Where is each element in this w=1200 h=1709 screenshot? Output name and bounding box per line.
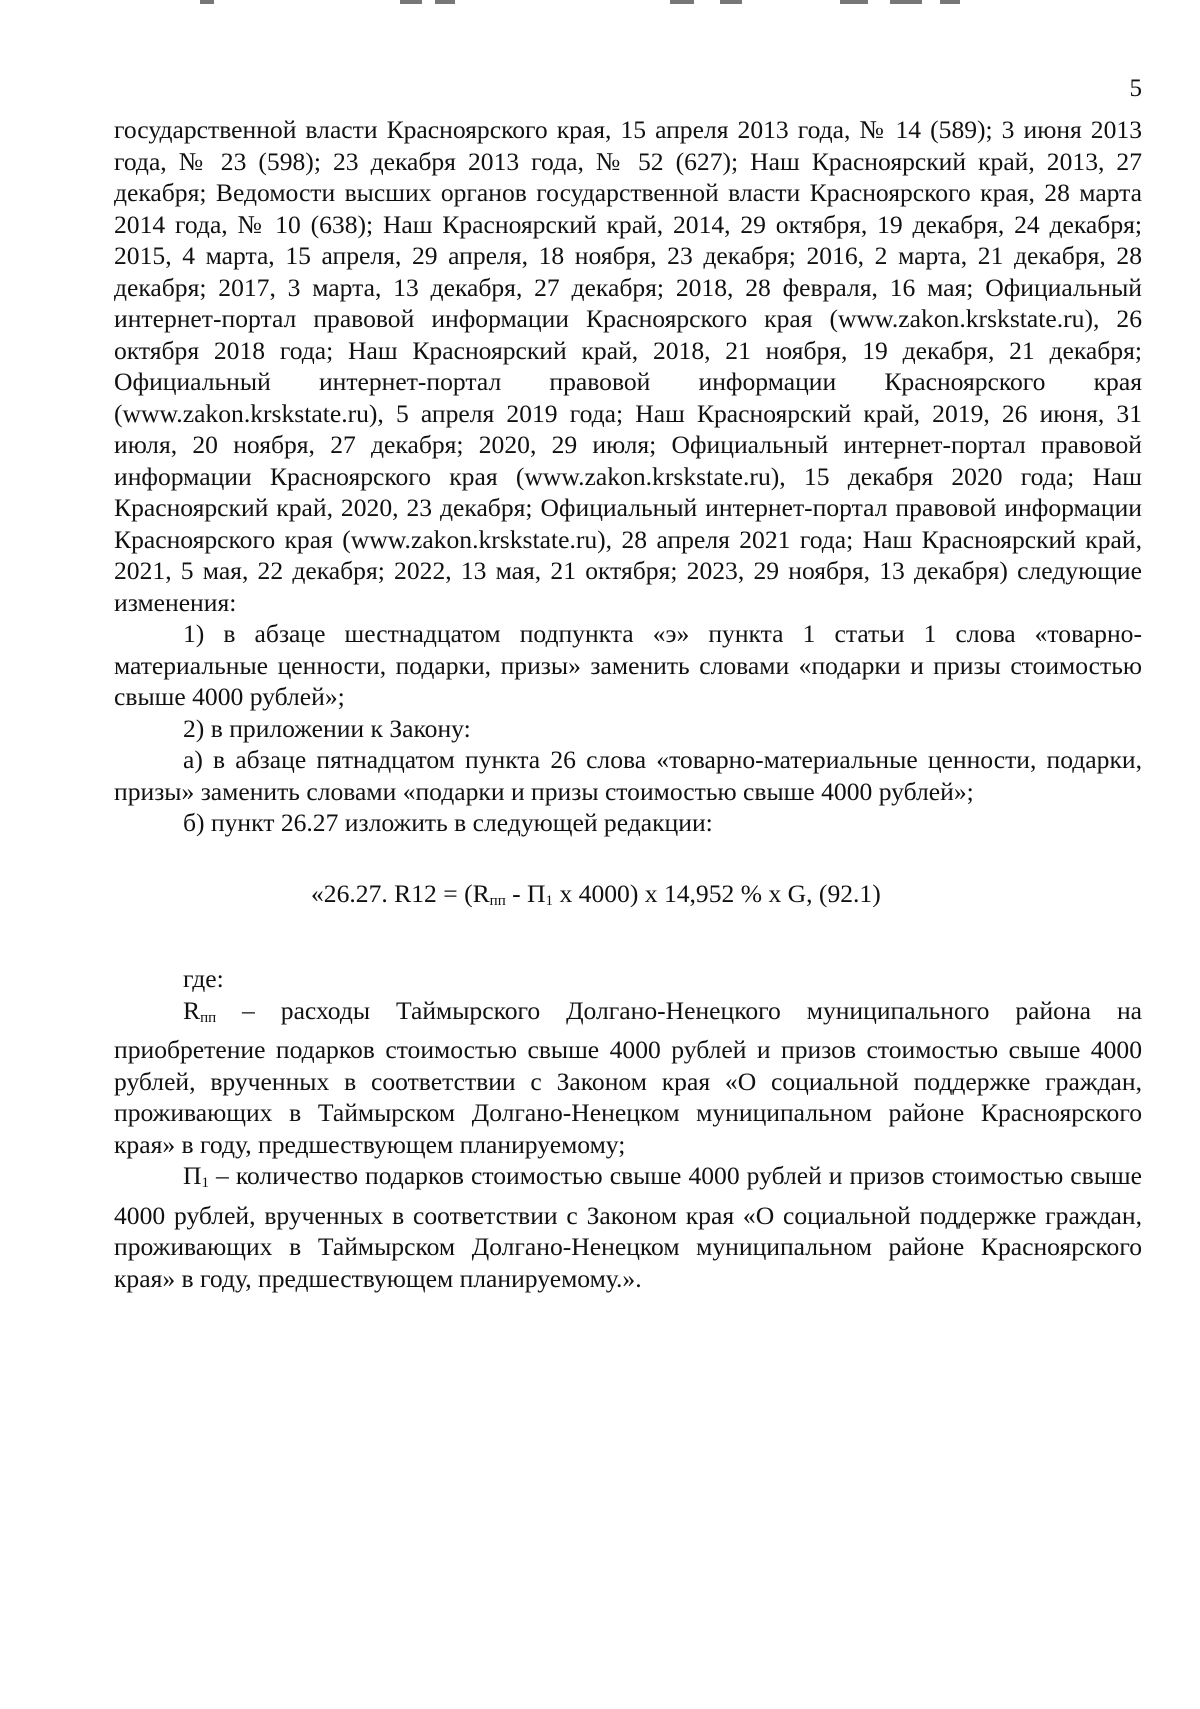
- definition-p1: [114, 1160, 1142, 1294]
- p-definition-text: – количество подарков стоимостью свыше 4000 рублей и призов стоимостью свыше 4000 рублей, врученных в соответствии с Законом края «О социальной поддержке граждан, проживающих в Таймырском Долгано-Ненецком муниципальном районе Красноярского края» в году, предшествующем планируемому.».: [114, 1161, 1142, 1293]
- scan-edge-marks: [200, 0, 1020, 6]
- amendment-item-2: 2) в приложении к Закону:: [183, 713, 471, 743]
- amendment-item-2b: б) пункт 26.27 изложить в следующей редакции:: [183, 808, 713, 837]
- formula-close: х 4000) х 14,952 % х G, (92.1): [553, 878, 881, 908]
- formula-open: «26.27. R12 = (R: [311, 878, 490, 908]
- p-subscript: 1: [201, 1175, 209, 1191]
- definition-r-pp: [114, 995, 1142, 1161]
- p-symbol: П: [183, 1161, 202, 1190]
- formula-p-subscript: 1: [545, 892, 554, 909]
- formula-mid: - П: [505, 878, 546, 908]
- page-number: 5: [1129, 75, 1142, 102]
- where-label: где:: [183, 964, 224, 993]
- amendment-item-1: 1) в абзаце шестнадцатом подпункта «э» пункта 1 статьи 1 слова «товарно-материальные ценности, подарки, призы» заменить словами «подарки и призы стоимостью свыше 4000 рублей»;: [114, 619, 1142, 711]
- formula-92-1: [114, 878, 1142, 918]
- intro-paragraph: государственной власти Красноярского края, 15 апреля 2013 года, № 14 (589); 3 июня 2013 года, № 23 (598); 23 декабря 2013 года, № 52 (627); Наш Красноярский край, 2013, 27 декабря; Ведомости высших органов государственной власти Красноярского края, 28 марта 2014 года, № 10 (638); Наш Красноярский край, 2014, 29 октября, 19 декабря, 24 декабря; 2015, 4 марта, 15 апреля, 29 апреля, 18 ноября, 23 декабря; 2016, 2 марта, 21 декабря, 28 декабря; 2017, 3 марта, 13 декабря, 27 декабря; 2018, 28 февраля, 16 мая; Официальный интернет-портал правовой информации Красноярского края (www.zakon.krskstate.ru), 26 октября 2018 года; Наш Красноярский край, 2018, 21 ноября, 19 декабря, 21 декабря; Официальный интернет-портал правовой информации Красноярского края (www.zakon.krskstate.ru), 5 апреля 2019 года; Наш Красноярский край, 2019, 26 июня, 31 июля, 20 ноября, 27 декабря; 2020, 29 июля; Официальный интернет-портал правовой информации Красноярского края (www.zakon.krskstate.ru), 15 декабря 2020 года; Наш Красноярский край, 2020, 23 декабря; Официальный интернет-портал правовой информации Красноярского края (www.zakon.krskstate.ru), 28 апреля 2021 года; Наш Красноярский край, 2021, 5 мая, 22 декабря; 2022, 13 мая, 21 октября; 2023, 29 ноября, 13 декабря) следующие изменения:: [114, 115, 1142, 617]
- r-subscript: пп: [200, 1009, 217, 1026]
- document-body: [114, 114, 1142, 1294]
- r-symbol: R: [183, 995, 201, 1025]
- amendment-item-2a: а) в абзаце пятнадцатом пункта 26 слова «товарно-материальные ценности, подарки, призы» заменить словами «подарки и призы стоимостью свыше 4000 рублей»;: [114, 745, 1142, 806]
- r-definition-text: – расходы Таймырского Долгано-Ненецкого муниципального района на приобретение подарков стоимостью свыше 4000 рублей и призов стоимостью свыше 4000 рублей, врученных в соответствии с Законом края «О социальной поддержке граждан, проживающих в Таймырском Долгано-Ненецком муниципальном районе Красноярского края» в году, предшествующем планируемому;: [114, 995, 1142, 1159]
- formula-r-subscript: пп: [489, 892, 506, 909]
